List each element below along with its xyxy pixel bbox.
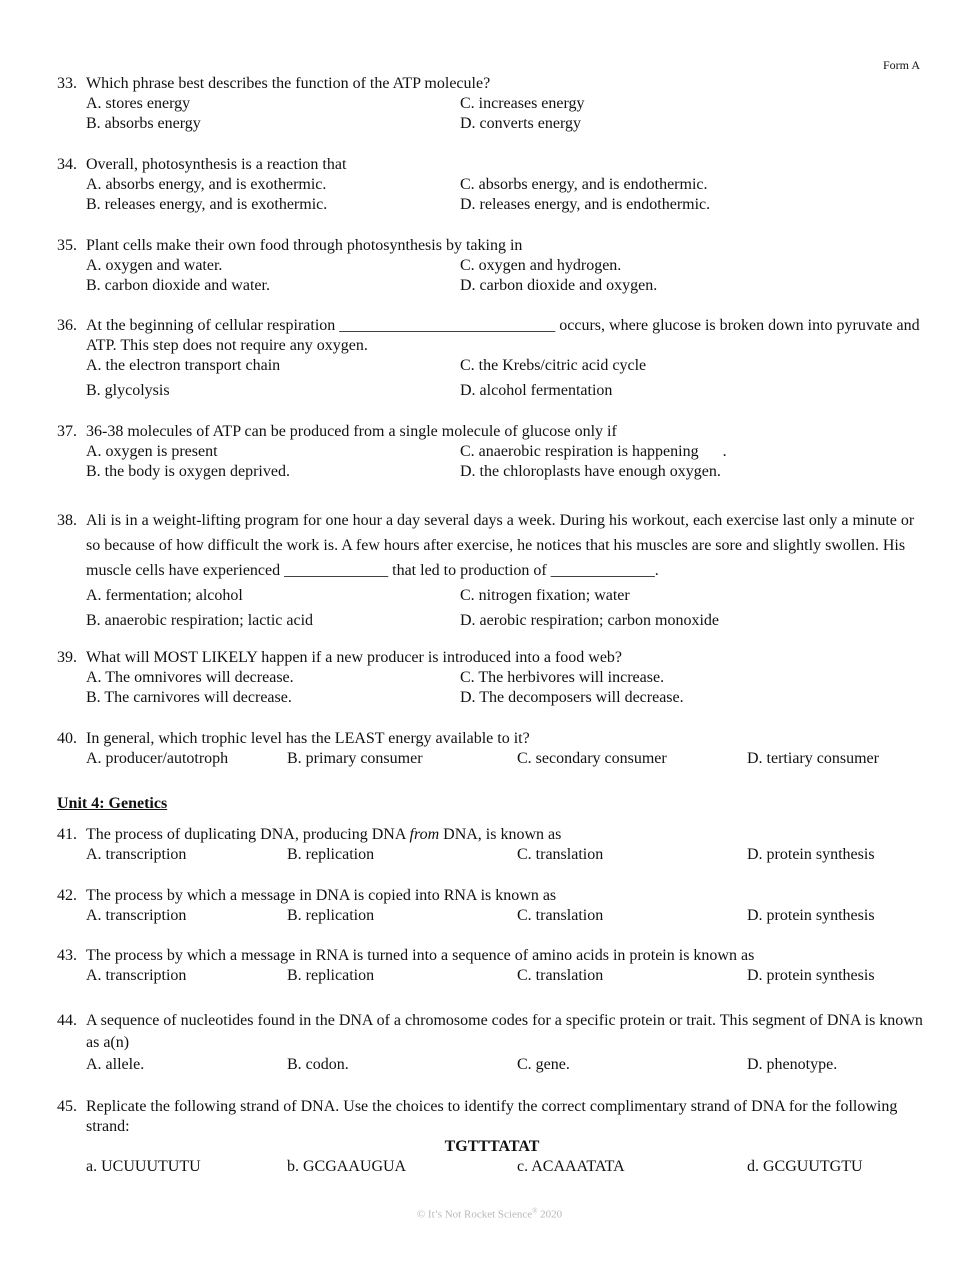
option-d: D. tertiary consumer bbox=[747, 750, 879, 767]
option-b: B. replication bbox=[287, 907, 375, 924]
option-c: C. secondary consumer bbox=[517, 750, 667, 767]
question-35 bbox=[57, 236, 927, 296]
question-number: 43. bbox=[57, 947, 77, 964]
question-stem: In general, which trophic level has the LEAST energy available to it? bbox=[86, 730, 530, 747]
option-c: C. The herbivores will increase. bbox=[460, 669, 665, 686]
option-a: A. transcription bbox=[86, 967, 187, 984]
question-stem: Replicate the following strand of DNA. Use the choices to identify the correct complimentary strand of DNA for the following strand: bbox=[86, 1098, 898, 1135]
question-number: 45. bbox=[57, 1098, 77, 1115]
option-a: A. transcription bbox=[86, 846, 187, 863]
option-c: C. translation bbox=[517, 907, 604, 924]
question-38 bbox=[57, 508, 927, 633]
question-number: 44. bbox=[57, 1012, 77, 1029]
question-number: 40. bbox=[57, 730, 77, 747]
option-d: D. alcohol fermentation bbox=[460, 382, 613, 399]
question-34 bbox=[57, 155, 927, 215]
option-a: A. transcription bbox=[86, 907, 187, 924]
question-stem: Which phrase best describes the function of the ATP molecule? bbox=[86, 75, 491, 92]
option-d: D. phenotype. bbox=[747, 1056, 838, 1073]
option-b: B. carbon dioxide and water. bbox=[86, 277, 270, 294]
option-b: B. The carnivores will decrease. bbox=[86, 689, 292, 706]
option-d: d. GCGUUTGTU bbox=[747, 1158, 863, 1175]
dna-strand: TGTTTATAT bbox=[444, 1138, 540, 1155]
question-41 bbox=[57, 825, 927, 865]
question-45 bbox=[57, 1097, 927, 1177]
option-c: C. translation bbox=[517, 846, 604, 863]
question-number: 37. bbox=[57, 423, 77, 440]
question-number: 41. bbox=[57, 826, 77, 843]
option-a: A. allele. bbox=[86, 1056, 145, 1073]
option-b: B. absorbs energy bbox=[86, 115, 201, 132]
option-d: D. protein synthesis bbox=[747, 907, 875, 924]
option-c: C. the Krebs/citric acid cycle bbox=[460, 357, 647, 374]
option-b: B. anaerobic respiration; lactic acid bbox=[86, 612, 314, 629]
option-c: C. gene. bbox=[517, 1056, 570, 1073]
question-stem: Plant cells make their own food through photosynthesis by taking in bbox=[86, 237, 523, 254]
option-c: c. ACAAATATA bbox=[517, 1158, 625, 1175]
option-d: D. The decomposers will decrease. bbox=[460, 689, 684, 706]
question-39 bbox=[57, 648, 927, 708]
option-b: B. replication bbox=[287, 967, 375, 984]
question-stem: At the beginning of cellular respiration ___________________________ occurs, where glucose is broken down into pyruvate and ATP. This step does not require any oxygen. bbox=[86, 317, 920, 354]
question-stem: The process by which a message in RNA is turned into a sequence of amino acids in protein is known as bbox=[86, 947, 755, 964]
question-42 bbox=[57, 886, 927, 926]
option-b: b. GCGAAUGUA bbox=[287, 1158, 407, 1175]
option-d: D. releases energy, and is endothermic. bbox=[460, 196, 711, 213]
form-label: Form A bbox=[882, 58, 920, 72]
question-number: 42. bbox=[57, 887, 77, 904]
option-a: A. stores energy bbox=[86, 95, 191, 112]
option-d: D. carbon dioxide and oxygen. bbox=[460, 277, 658, 294]
option-b: B. primary consumer bbox=[287, 750, 423, 767]
option-b: B. replication bbox=[287, 846, 375, 863]
option-d: D. the chloroplasts have enough oxygen. bbox=[460, 463, 721, 480]
option-a: A. the electron transport chain bbox=[86, 357, 281, 374]
option-d: D. protein synthesis bbox=[747, 846, 875, 863]
question-stem: The process by which a message in DNA is copied into RNA is known as bbox=[86, 887, 557, 904]
option-c: C. nitrogen fixation; water bbox=[460, 587, 630, 604]
copyright-footer: © It’s Not Rocket Science® 2020 bbox=[416, 1207, 563, 1221]
option-b: B. releases energy, and is exothermic. bbox=[86, 196, 328, 213]
option-a: a. UCUUUTUTU bbox=[86, 1158, 201, 1175]
option-c: C. oxygen and hydrogen. bbox=[460, 257, 622, 274]
option-c: C. anaerobic respiration is happening . bbox=[460, 443, 727, 460]
option-b: B. codon. bbox=[287, 1056, 349, 1073]
option-c: C. increases energy bbox=[460, 95, 585, 112]
section-heading: Unit 4: Genetics bbox=[57, 795, 168, 812]
option-d: D. converts energy bbox=[460, 115, 581, 132]
question-40 bbox=[57, 729, 927, 769]
question-stem: Ali is in a weight-lifting program for one hour a day several days a week. During his workout, each exercise last only a minute or so because of how difficult the work is. A few hours after exercise, he notices that his muscles are sore and slightly swollen. His muscle cells have experienced _____________ that led to production of _____________. bbox=[86, 512, 915, 579]
option-d: D. protein synthesis bbox=[747, 967, 875, 984]
question-number: 34. bbox=[57, 156, 77, 173]
question-43 bbox=[57, 946, 927, 986]
option-b: B. glycolysis bbox=[86, 382, 170, 399]
option-a: A. The omnivores will decrease. bbox=[86, 669, 294, 686]
question-36 bbox=[57, 316, 927, 401]
question-stem: 36-38 molecules of ATP can be produced from a single molecule of glucose only if bbox=[86, 423, 617, 440]
option-b: B. the body is oxygen deprived. bbox=[86, 463, 290, 480]
question-number: 35. bbox=[57, 237, 77, 254]
option-d: D. aerobic respiration; carbon monoxide bbox=[460, 612, 720, 629]
question-stem: What will MOST LIKELY happen if a new producer is introduced into a food web? bbox=[86, 649, 623, 666]
option-a: A. absorbs energy, and is exothermic. bbox=[86, 176, 327, 193]
option-a: A. producer/autotroph bbox=[86, 750, 229, 767]
option-a: A. oxygen is present bbox=[86, 443, 218, 460]
question-37 bbox=[57, 422, 927, 482]
option-c: C. absorbs energy, and is endothermic. bbox=[460, 176, 708, 193]
question-stem: The process of duplicating DNA, producing DNA from DNA, is known as bbox=[86, 826, 562, 843]
option-c: C. translation bbox=[517, 967, 604, 984]
question-stem: Overall, photosynthesis is a reaction that bbox=[86, 156, 347, 173]
question-number: 38. bbox=[57, 512, 77, 529]
question-number: 36. bbox=[57, 317, 77, 334]
question-number: 39. bbox=[57, 649, 77, 666]
question-stem: A sequence of nucleotides found in the DNA of a chromosome codes for a specific protein or trait. This segment of DNA is known as a(n) bbox=[86, 1012, 923, 1051]
option-a: A. fermentation; alcohol bbox=[86, 587, 243, 604]
question-44 bbox=[57, 1010, 927, 1076]
question-number: 33. bbox=[57, 75, 77, 92]
question-33 bbox=[57, 74, 927, 134]
option-a: A. oxygen and water. bbox=[86, 257, 223, 274]
